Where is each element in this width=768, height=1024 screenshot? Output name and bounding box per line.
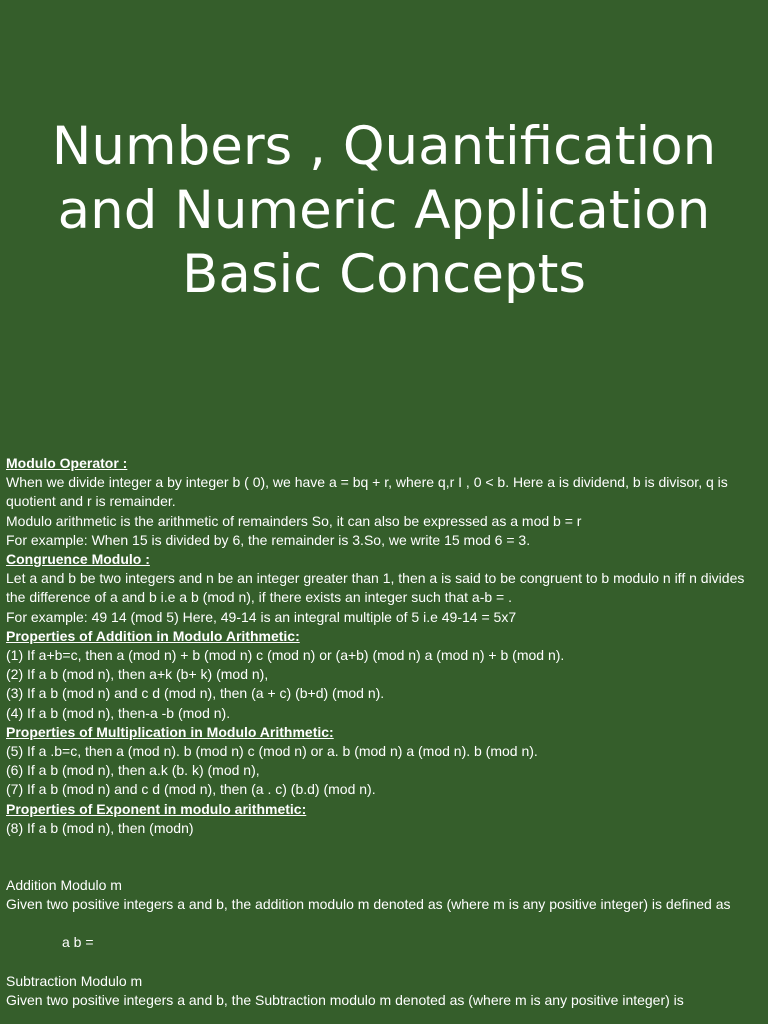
title-line-1: Numbers , Quantification — [51, 116, 717, 177]
spacer — [6, 914, 762, 933]
addition-property-2: (2) If a b (mod n), then a+k (b+ k) (mod n), — [6, 666, 269, 683]
slide-content — [6, 454, 762, 1010]
congruence-example: For example: 49 14 (mod 5) Here, 49-14 is an integral multiple of 5 i.e 49-14 = 5x7 — [6, 608, 517, 625]
multiplication-properties-heading: Properties of Multiplication in Modulo Arithmetic: — [6, 723, 334, 740]
addition-modulo-formula: a b = — [62, 934, 94, 951]
modulo-operator-heading: Modulo Operator : — [6, 455, 128, 471]
modulo-definition: When we divide integer a by integer b ( 0), we have a = bq + r, where q,r I , 0 < b. Here a is dividend, b is divisor, q is quotient and r is remainder. — [6, 474, 728, 510]
multiplication-property-6: (6) If a b (mod n), then a.k (b. k) (mod n), — [6, 762, 260, 779]
addition-property-4: (4) If a b (mod n), then-a -b (mod n). — [6, 704, 231, 721]
congruence-definition: Let a and b be two integers and n be an integer greater than 1, then a is said to be congruent to b modulo n iff n divides the difference of a and b i.e a b (mod n), if there exists an integer such that a-b = . — [6, 570, 745, 606]
subtraction-modulo-heading: Subtraction Modulo m — [6, 972, 143, 989]
modulo-arithmetic-text: Modulo arithmetic is the arithmetic of remainders So, it can also be expressed as a mod b = r — [6, 512, 582, 529]
modulo-example: For example: When 15 is divided by 6, the remainder is 3.So, we write 15 mod 6 = 3. — [6, 531, 531, 548]
addition-property-1: (1) If a+b=c, then a (mod n) + b (mod n) c (mod n) or (a+b) (mod n) a (mod n) + b (mod n). — [6, 647, 565, 664]
addition-properties-heading: Properties of Addition in Modulo Arithmetic: — [6, 627, 300, 644]
multiplication-property-7: (7) If a b (mod n) and c d (mod n), then (a . c) (b.d) (mod n). — [6, 781, 376, 798]
addition-property-3: (3) If a b (mod n) and c d (mod n), then (a + c) (b+d) (mod n). — [6, 685, 385, 702]
congruence-heading: Congruence Modulo : — [6, 551, 150, 568]
spacer — [6, 953, 762, 972]
title-line-3: Basic Concepts — [182, 244, 586, 305]
multiplication-property-5: (5) If a .b=c, then a (mod n). b (mod n) c (mod n) or a. b (mod n) a (mod n). b (mod n). — [6, 743, 538, 760]
addition-modulo-definition: Given two positive integers a and b, the addition modulo m denoted as (where m is any positive integer) is defined as — [6, 896, 731, 913]
spacer — [6, 838, 762, 876]
exponent-properties-heading: Properties of Exponent in modulo arithmetic: — [6, 800, 307, 817]
subtraction-modulo-definition: Given two positive integers a and b, the Subtraction modulo m denoted as (where m is any positive integer) is — [6, 991, 684, 1008]
title-line-2: and Numeric Application — [57, 180, 711, 241]
addition-modulo-heading: Addition Modulo m — [6, 877, 122, 894]
slide-title — [0, 115, 768, 307]
exponent-property-8: (8) If a b (mod n), then (modn) — [6, 819, 194, 836]
